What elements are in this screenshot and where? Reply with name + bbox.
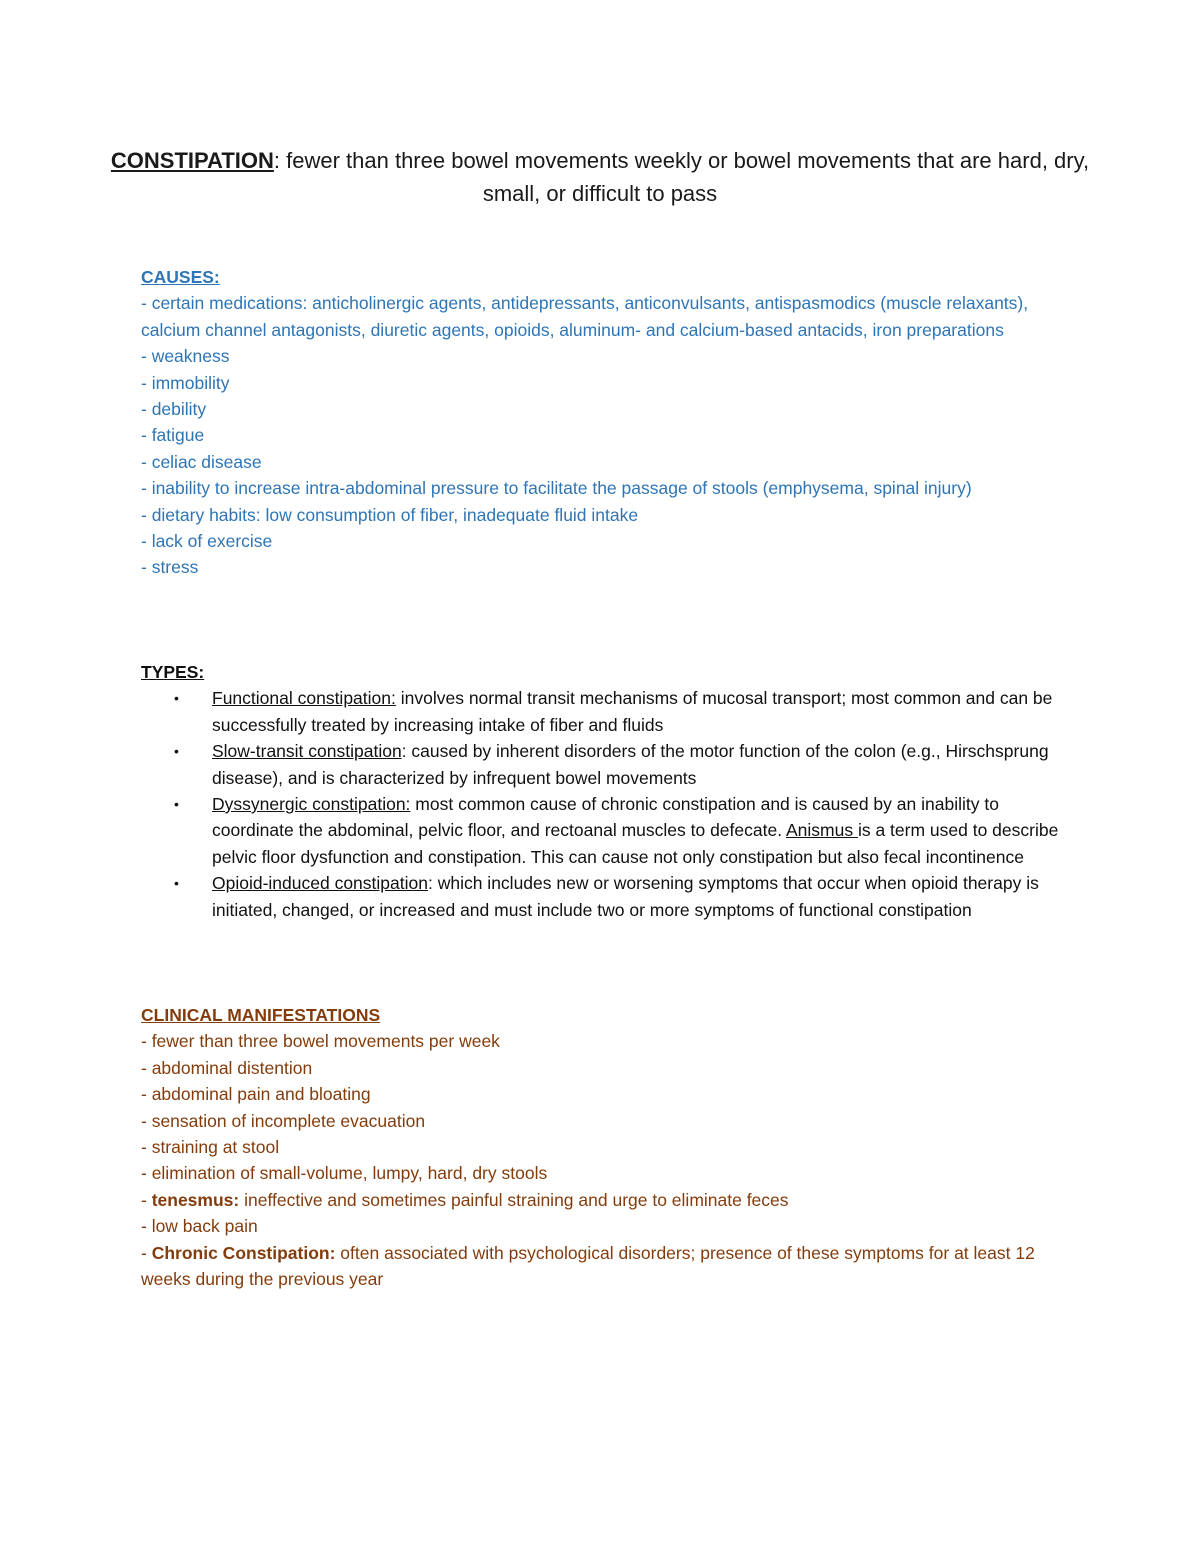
item-prefix: - bbox=[141, 1189, 152, 1210]
type-term: Dyssynergic constipation: bbox=[212, 794, 411, 815]
clinical-item: - abdominal distention bbox=[141, 1057, 313, 1078]
type-term: Slow-transit constipation bbox=[212, 741, 402, 762]
causes-heading: CAUSES: bbox=[141, 267, 220, 287]
type-item-opioid bbox=[141, 870, 1071, 923]
clinical-item-tenesmus bbox=[141, 1187, 1071, 1213]
type-text: involves normal transit mechanisms of mucosal transport; most common and can be successfully treated by increasing intake of fiber and fluids bbox=[212, 688, 1053, 735]
type-term-anismus: Anismus bbox=[785, 820, 858, 841]
type-item-slow-transit bbox=[141, 738, 1071, 791]
clinical-item-chronic bbox=[141, 1240, 1071, 1293]
types-list bbox=[141, 685, 1071, 923]
bullet-icon: • bbox=[174, 690, 179, 707]
clinical-item: - sensation of incomplete evacuation bbox=[141, 1110, 426, 1131]
type-term: Opioid-induced constipation bbox=[212, 873, 428, 894]
type-item-functional bbox=[141, 685, 1071, 738]
cause-item: - celiac disease bbox=[141, 451, 262, 472]
clinical-section bbox=[141, 1002, 1071, 1292]
type-text: most common cause of chronic constipation and is caused by an inability to coordinate the abdominal, pelvic floor, and rectoanal muscles to defecate. bbox=[212, 794, 999, 841]
page-title bbox=[100, 144, 1100, 210]
item-term: tenesmus: bbox=[151, 1189, 240, 1210]
item-prefix: - bbox=[141, 1242, 152, 1263]
types-section bbox=[141, 659, 1071, 923]
cause-item: - inability to increase intra-abdominal pressure to facilitate the passage of stools (emphysema, spinal injury) bbox=[141, 478, 972, 499]
types-heading: TYPES: bbox=[141, 662, 205, 682]
cause-item: - stress bbox=[141, 557, 199, 578]
cause-item: - lack of exercise bbox=[141, 531, 273, 552]
bullet-icon: • bbox=[174, 875, 179, 892]
clinical-item: - elimination of small-volume, lumpy, hard, dry stools bbox=[141, 1163, 548, 1184]
title-colon: : bbox=[273, 148, 280, 173]
clinical-heading: CLINICAL MANIFESTATIONS bbox=[141, 1005, 381, 1025]
type-text: : caused by inherent disorders of the motor function of the colon (e.g., Hirschsprung disease), and is characterized by infrequent bowel movements bbox=[212, 741, 1049, 788]
type-text: : which includes new or worsening symptoms that occur when opioid therapy is initiated, changed, or increased and must include two or more symptoms of functional constipation bbox=[212, 873, 1039, 920]
bullet-icon: • bbox=[174, 743, 179, 760]
clinical-item: - abdominal pain and bloating bbox=[141, 1084, 371, 1105]
item-text: often associated with psychological disorders; presence of these symptoms for at least 12 weeks during the previous year bbox=[141, 1242, 1035, 1290]
item-text: ineffective and sometimes painful straining and urge to eliminate feces bbox=[239, 1189, 789, 1210]
clinical-item: - fewer than three bowel movements per week bbox=[141, 1031, 500, 1052]
cause-item: - immobility bbox=[141, 372, 230, 393]
cause-item: - certain medications: anticholinergic agents, antidepressants, anticonvulsants, antispasmodics (muscle relaxants), calcium channel antagonists, diuretic agents, opioids, aluminum- and calcium-based antacids, iron preparations bbox=[141, 293, 1029, 340]
title-definition: fewer than three bowel movements weekly or bowel movements that are hard, dry, small, or difficult to pass bbox=[280, 148, 1090, 206]
cause-item: - fatigue bbox=[141, 425, 205, 446]
cause-item: - debility bbox=[141, 399, 207, 420]
type-term: Functional constipation: bbox=[212, 688, 396, 709]
clinical-item: - straining at stool bbox=[141, 1137, 280, 1158]
causes-section bbox=[141, 264, 1071, 581]
clinical-item: - low back pain bbox=[141, 1216, 258, 1237]
type-item-dyssynergic bbox=[141, 791, 1071, 870]
title-term: CONSTIPATION bbox=[110, 148, 274, 173]
type-text: is a term used to describe pelvic floor dysfunction and constipation. This can cause not only constipation but also fecal incontinence bbox=[212, 820, 1059, 867]
cause-item: - dietary habits: low consumption of fiber, inadequate fluid intake bbox=[141, 504, 639, 525]
cause-item: - weakness bbox=[141, 346, 230, 367]
bullet-icon: • bbox=[174, 796, 179, 813]
item-term: Chronic Constipation: bbox=[151, 1242, 336, 1263]
